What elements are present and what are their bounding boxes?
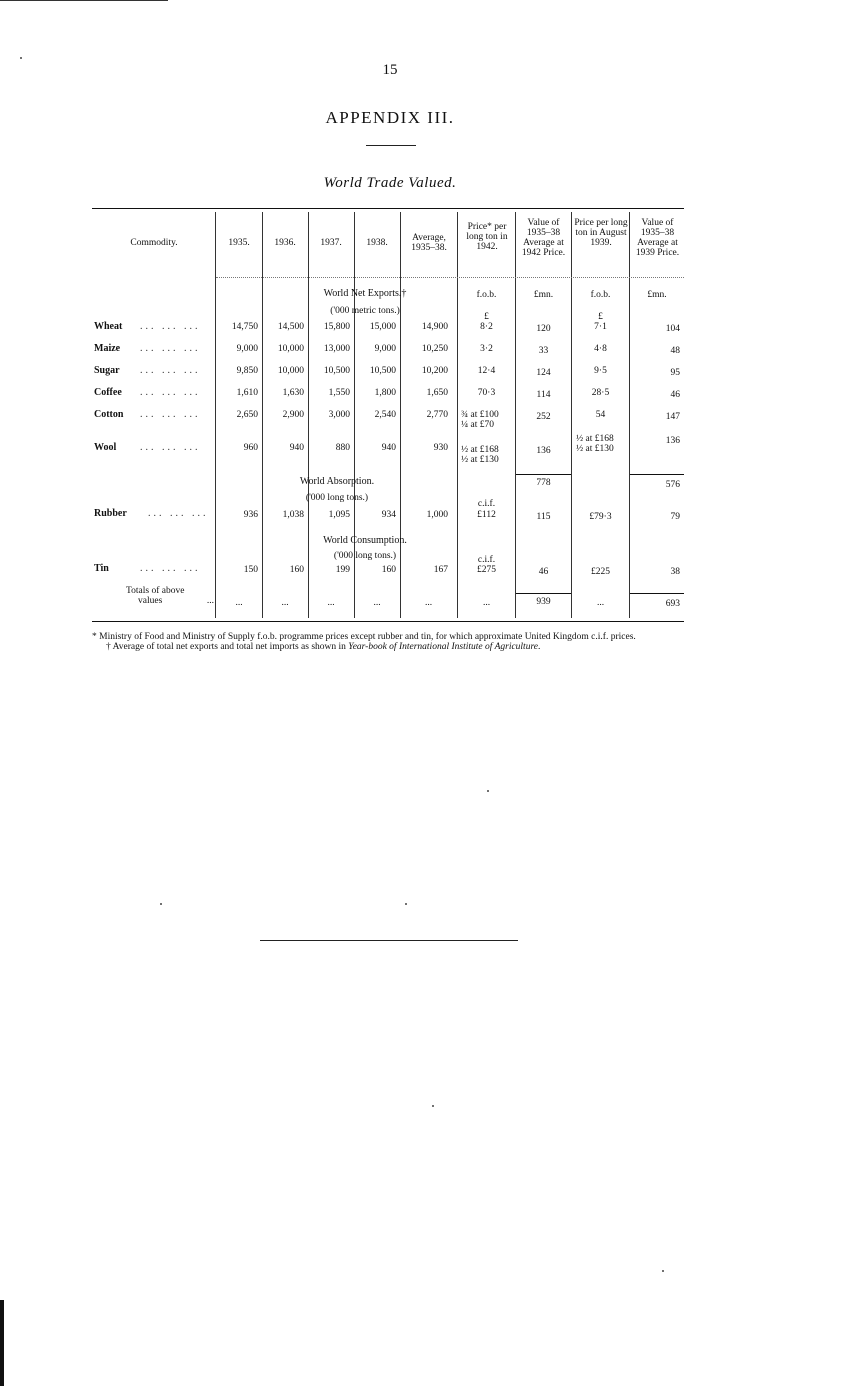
cell: 3,000 — [328, 410, 350, 420]
totals-label: values — [138, 596, 163, 606]
cell: 9·5 — [594, 366, 607, 376]
unit-value-1942: £mn. — [533, 290, 554, 300]
unit-price-1942: f.o.b. — [476, 290, 497, 300]
dot-leader: ... ... ... — [140, 343, 201, 354]
scan-speck — [487, 790, 489, 792]
cell: 1,095 — [328, 510, 350, 520]
header-1938: 1938. — [366, 238, 388, 248]
dot-leader: ... ... ... — [140, 321, 201, 332]
unit-value-1939: £mn. — [647, 290, 667, 300]
cell: 936 — [243, 510, 258, 520]
cell: 4·8 — [594, 344, 607, 354]
cell: 114 — [536, 390, 551, 400]
cell: 10,250 — [421, 344, 448, 354]
header-commodity: Commodity. — [130, 238, 178, 248]
header-value-1939: Value of 1935–38 Average at 1939 Price. — [635, 218, 680, 258]
table-top-rule — [92, 208, 684, 209]
subtotal-v42: 778 — [536, 478, 551, 488]
cell: 46 — [670, 390, 680, 400]
scan-speck — [20, 57, 22, 59]
bottom-divider — [260, 940, 518, 941]
row-label-cotton: Cotton — [94, 409, 124, 420]
world-trade-table — [92, 208, 684, 623]
cell: ... — [235, 598, 243, 608]
cell: 9,000 — [236, 344, 258, 354]
cell: 14,500 — [277, 322, 304, 332]
appendix-title: APPENDIX III. — [325, 108, 455, 127]
cell: 95 — [670, 368, 680, 378]
cell: 3·2 — [480, 344, 493, 354]
subtotal-v39: 576 — [665, 480, 680, 490]
total-v42: 939 — [536, 597, 551, 607]
subtotal-rule-v39 — [629, 474, 684, 475]
cell: 14,750 — [231, 322, 258, 332]
cif-label: c.i.f. — [477, 499, 496, 509]
row-label-maize: Maize — [94, 343, 121, 354]
cell: 199 — [335, 565, 350, 575]
cell: 2,770 — [426, 410, 448, 420]
cell: 960 — [243, 443, 258, 453]
scan-speck — [405, 903, 407, 905]
dot-leader: ... ... ... — [140, 563, 201, 574]
dot-leader: ... ... ... — [140, 365, 201, 376]
cif-label: c.i.f. — [477, 555, 496, 565]
totals-label: Totals of above — [126, 586, 185, 596]
dot-leader: ... ... ... — [140, 409, 201, 420]
header-bottom-rule — [216, 277, 684, 278]
cell: 2,540 — [374, 410, 396, 420]
cell: £225 — [591, 567, 610, 577]
cell: 10,500 — [369, 366, 396, 376]
header-price-1939: Price per long ton in August 1939. — [574, 218, 628, 248]
section-consumption-unit: ('000 long tons.) — [333, 551, 397, 561]
total-rule-v42 — [515, 593, 571, 594]
cell: ¾ at £100 — [461, 410, 499, 420]
cell: 252 — [536, 412, 551, 422]
pound-sign-1939: £ — [598, 312, 603, 322]
header-average: Average, 1935–38. — [411, 233, 447, 253]
cell: 46 — [538, 567, 549, 577]
cell: ... — [596, 598, 605, 608]
cell: 2,650 — [236, 410, 258, 420]
cell: 7·1 — [594, 322, 607, 332]
cell: 940 — [381, 443, 396, 453]
cell: 14,900 — [421, 322, 448, 332]
row-label-wool: Wool — [94, 442, 117, 453]
row-label-coffee: Coffee — [94, 387, 122, 398]
section-absorption: World Absorption. — [299, 476, 375, 487]
cell: £79·3 — [589, 512, 612, 522]
cell: 9,000 — [374, 344, 396, 354]
cell: 1,000 — [426, 510, 448, 520]
cell: 1,630 — [282, 388, 304, 398]
cell: £275 — [477, 565, 496, 575]
scan-speck — [662, 1270, 664, 1272]
dot-leader: ... ... ... — [148, 508, 209, 519]
cell: ... — [373, 598, 381, 608]
cell: 15,800 — [323, 322, 350, 332]
header-1936: 1936. — [274, 238, 296, 248]
dot-leader: ... ... ... — [140, 442, 201, 453]
cell: 12·4 — [477, 366, 496, 376]
header-price-1942: Price* per long ton in 1942. — [466, 222, 508, 252]
cell: 880 — [335, 443, 350, 453]
cell: 10,000 — [277, 366, 304, 376]
cell: ... — [482, 598, 491, 608]
cell: 147 — [665, 412, 680, 422]
header-value-1942: Value of 1935–38 Average at 1942 Price. — [521, 218, 566, 258]
cell: ½ at £130 — [461, 455, 499, 465]
table-bottom-rule — [92, 621, 684, 622]
cell: 934 — [381, 510, 396, 520]
cell: 79 — [670, 512, 680, 522]
cell: 160 — [381, 565, 396, 575]
row-label-sugar: Sugar — [94, 365, 120, 376]
cell: ... — [424, 598, 433, 608]
cell: 2,900 — [282, 410, 304, 420]
cell: 10,200 — [421, 366, 448, 376]
title-divider — [366, 145, 416, 146]
footnote-average — [92, 642, 686, 652]
pound-sign-1942: £ — [484, 312, 489, 322]
cell: 10,000 — [277, 344, 304, 354]
cell: 120 — [536, 324, 551, 334]
cell: £112 — [477, 510, 496, 520]
scan-speck — [432, 1105, 434, 1107]
cell: 930 — [433, 443, 448, 453]
cell: 9,850 — [236, 366, 258, 376]
cell: 160 — [289, 565, 304, 575]
cell: 136 — [665, 436, 680, 446]
row-label-wheat: Wheat — [94, 321, 123, 332]
dot-leader: ... ... ... — [140, 387, 201, 398]
cell: ½ at £168 — [576, 434, 614, 444]
cell: 1,800 — [374, 388, 396, 398]
header-1937: 1937. — [320, 238, 342, 248]
cell: 8·2 — [480, 322, 493, 332]
cell: 13,000 — [323, 344, 350, 354]
page-number: 15 — [382, 62, 398, 78]
dot-leader: ... — [206, 596, 214, 606]
cell: 136 — [536, 446, 551, 456]
cell: ¼ at £70 — [461, 420, 494, 430]
cell: 15,000 — [369, 322, 396, 332]
cell: 150 — [243, 565, 258, 575]
header-1935: 1935. — [228, 238, 250, 248]
scan-edge-mark — [0, 1300, 4, 1386]
cell: ½ at £168 — [461, 445, 499, 455]
cell: 48 — [670, 346, 680, 356]
footnote-text: . — [538, 642, 541, 652]
cell: ½ at £130 — [576, 444, 614, 454]
subtotal-rule-v42 — [515, 474, 571, 475]
cell: 33 — [538, 346, 549, 356]
row-label-tin: Tin — [94, 563, 109, 574]
cell: 10,500 — [323, 366, 350, 376]
row-label-rubber: Rubber — [94, 508, 127, 519]
cell: 38 — [670, 567, 680, 577]
section-consumption: World Consumption. — [323, 535, 407, 546]
top-edge-rule — [0, 0, 168, 1]
section-exports-unit: ('000 metric tons.) — [330, 306, 400, 316]
cell: 167 — [433, 565, 448, 575]
cell: 54 — [595, 410, 606, 420]
cell: 70·3 — [477, 388, 496, 398]
cell: 124 — [536, 368, 551, 378]
cell: 115 — [536, 512, 551, 522]
footnote-ministry: * Ministry of Food and Ministry of Supply f.o.b. programme prices except rubber and tin, for which approximate United Kingdom c.i.f. prices. — [92, 632, 636, 642]
section-exports: World Net Exports.† — [323, 288, 407, 299]
footnote-text: † Average of total net exports and total net imports as shown in — [106, 642, 349, 652]
cell: 1,610 — [236, 388, 258, 398]
cell: 1,650 — [426, 388, 448, 398]
total-rule-v39 — [629, 593, 684, 594]
cell: ... — [281, 598, 289, 608]
footnotes — [92, 632, 686, 652]
cell: 28·5 — [591, 388, 610, 398]
cell: 1,550 — [328, 388, 350, 398]
cell: 940 — [289, 443, 304, 453]
footnote-source-title: Year-book of International Institute of Agriculture — [348, 642, 539, 652]
scan-speck — [160, 903, 162, 905]
cell: ... — [327, 598, 335, 608]
unit-price-1939: f.o.b. — [590, 290, 611, 300]
total-v39: 693 — [665, 599, 680, 609]
cell: 1,038 — [282, 510, 304, 520]
section-absorption-unit: ('000 long tons.) — [305, 493, 369, 503]
cell: 104 — [665, 324, 680, 334]
table-title: World Trade Valued. — [323, 175, 457, 191]
